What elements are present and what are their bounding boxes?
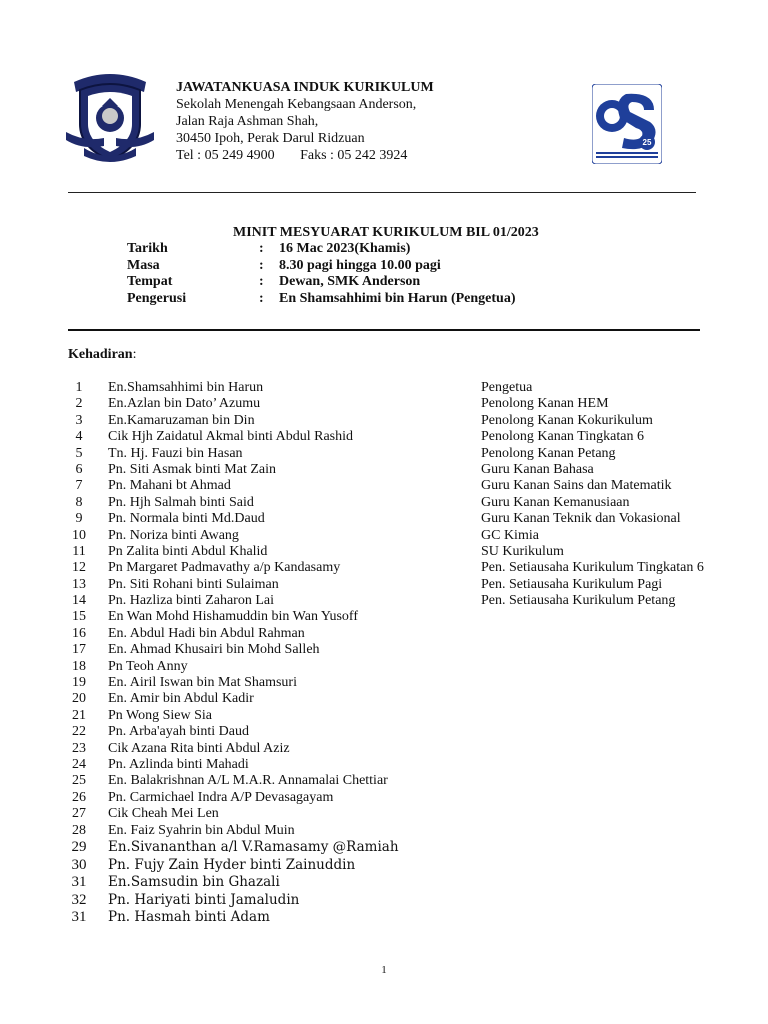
- attendee-name: En.Samsudin bin Ghazali: [108, 874, 280, 891]
- attendee-name: Cik Hjh Zaidatul Akmal binti Abdul Rashid: [108, 429, 353, 445]
- attendance-row: [68, 773, 708, 789]
- meta-value: 8.30 pagi hingga 10.00 pagi: [279, 257, 441, 273]
- attendance-row: [68, 790, 708, 806]
- attendee-role: Guru Kanan Teknik dan Vokasional: [481, 511, 681, 527]
- attendee-name: Pn Teoh Anny: [108, 658, 188, 674]
- attendee-name: En.Azlan bin Dato’ Azumu: [108, 396, 261, 412]
- attendee-role: Pengetua: [481, 380, 533, 395]
- attendee-number: 2: [75, 396, 83, 412]
- attendance-list: [68, 380, 708, 927]
- attendee-name: En. Ahmad Khusairi bin Mohd Salleh: [108, 642, 320, 658]
- meta-separator: :: [259, 274, 264, 289]
- attendee-role: Guru Kanan Bahasa: [481, 461, 594, 477]
- attendee-name: Pn. Hjh Salmah binti Said: [108, 494, 254, 510]
- attendance-row: [68, 874, 708, 892]
- attendee-number: 19: [72, 675, 86, 691]
- attendance-row: [68, 806, 708, 822]
- attendee-number: 9: [75, 511, 83, 527]
- attendee-number: 5: [75, 445, 83, 461]
- attendee-number: 12: [72, 560, 86, 576]
- meta-value: 16 Mac 2023(Khamis): [279, 241, 411, 256]
- attendee-role: Guru Kanan Kemanusiaan: [481, 494, 630, 510]
- attendee-number: 23: [72, 740, 86, 756]
- attendance-row: [68, 396, 708, 412]
- meta-value: Dewan, SMK Anderson: [279, 274, 421, 289]
- attendee-number: 21: [72, 707, 86, 723]
- header-divider: [68, 192, 696, 193]
- section-divider: [68, 329, 700, 331]
- attendee-name: En. Amir bin Abdul Kadir: [108, 691, 254, 707]
- attendee-number: 15: [72, 609, 86, 625]
- attendee-name: En.Sivananthan a/l V.Ramasamy @Ramiah: [108, 838, 399, 855]
- attendee-number: 10: [72, 527, 86, 543]
- organisation-header: [176, 79, 434, 164]
- attendee-name: Pn. Arba'ayah binti Daud: [108, 724, 249, 740]
- attendee-number: 13: [72, 576, 86, 592]
- svg-text:25: 25: [642, 138, 652, 147]
- attendance-row: [68, 609, 708, 625]
- attendee-role: Penolong Kanan Tingkatan 6: [481, 429, 644, 445]
- attendee-name: En Wan Mohd Hishamuddin bin Wan Yusoff: [108, 609, 358, 625]
- attendance-row: [68, 757, 708, 773]
- meta-label: Masa: [127, 257, 160, 273]
- attendance-row: [68, 528, 708, 544]
- attendee-role: Penolong Kanan Petang: [481, 445, 616, 461]
- attendance-row: [68, 857, 708, 875]
- attendance-heading: [68, 347, 136, 363]
- attendance-row: [68, 560, 708, 576]
- attendance-row: [68, 593, 708, 609]
- attendee-name: Pn. Hasmah binti Adam: [108, 909, 270, 926]
- attendee-number: 3: [75, 412, 83, 428]
- page-number: 1: [381, 964, 387, 976]
- attendance-row: [68, 495, 708, 511]
- address-line: Sekolah Menengah Kebangsaan Anderson,: [176, 97, 417, 112]
- attendee-name: Pn. Siti Rohani binti Sulaiman: [108, 576, 279, 592]
- meta-row-venue: [127, 274, 516, 291]
- attendee-name: En. Abdul Hadi bin Abdul Rahman: [108, 625, 305, 641]
- attendance-row: [68, 823, 708, 839]
- attendee-name: Pn. Hariyati binti Jamaludin: [108, 891, 300, 908]
- attendee-role: Pen. Setiausaha Kurikulum Petang: [481, 593, 676, 609]
- attendee-name: En.Shamsahhimi bin Harun: [108, 380, 264, 395]
- attendee-number: 25: [72, 773, 86, 789]
- attendee-name: Pn Margaret Padmavathy a/p Kandasamy: [108, 560, 341, 576]
- attendance-row: [68, 478, 708, 494]
- attendance-row: [68, 413, 708, 429]
- meta-separator: :: [259, 241, 264, 256]
- attendance-row: [68, 659, 708, 675]
- attendee-number: 11: [72, 543, 86, 559]
- attendee-name: Tn. Hj. Fauzi bin Hasan: [108, 445, 243, 461]
- meta-value: En Shamsahhimi bin Harun (Pengetua): [279, 290, 516, 306]
- attendee-name: En. Faiz Syahrin bin Abdul Muin: [108, 822, 295, 838]
- attendance-row: [68, 909, 708, 927]
- committee-title: JAWATANKUASA INDUK KURIKULUM: [176, 80, 434, 95]
- attendee-number: 14: [72, 593, 86, 609]
- attendance-row: [68, 708, 708, 724]
- attendance-row: [68, 429, 708, 445]
- attendance-heading-label: Kehadiran: [68, 347, 133, 362]
- attendee-number: 6: [75, 461, 83, 477]
- meta-separator: :: [259, 257, 264, 273]
- attendance-row: [68, 511, 708, 527]
- attendee-number: 8: [75, 494, 83, 510]
- attendee-number: 20: [72, 691, 86, 707]
- attendee-role: SU Kurikulum: [481, 543, 564, 559]
- meta-row-time: [127, 258, 516, 275]
- attendee-name: Pn. Azlinda binti Mahadi: [108, 756, 249, 772]
- attendance-heading-colon: :: [132, 347, 137, 362]
- meta-row-date: [127, 241, 516, 258]
- attendee-name: En. Balakrishnan A/L M.A.R. Annamalai Chettiar: [108, 773, 388, 789]
- attendance-row: [68, 691, 708, 707]
- attendee-role: Penolong Kanan Kokurikulum: [481, 412, 653, 428]
- attendee-name: Cik Azana Rita binti Abdul Aziz: [108, 740, 290, 756]
- attendee-number: 31: [71, 909, 87, 926]
- meta-label: Tarikh: [127, 241, 168, 256]
- attendance-row: [68, 675, 708, 691]
- attendance-row: [68, 839, 708, 857]
- attendee-number: 1: [75, 380, 83, 395]
- attendee-role: Pen. Setiausaha Kurikulum Pagi: [481, 576, 663, 592]
- meta-separator: :: [259, 290, 264, 306]
- contact-line: [176, 147, 434, 164]
- attendee-number: 29: [71, 838, 87, 855]
- attendee-number: 26: [72, 789, 86, 805]
- attendee-number: 4: [75, 429, 83, 445]
- attendee-number: 7: [75, 478, 83, 494]
- attendee-number: 31: [71, 874, 87, 891]
- attendee-number: 32: [71, 891, 87, 908]
- school-crest-logo: [64, 68, 156, 164]
- attendance-row: [68, 642, 708, 658]
- attendee-role: Pen. Setiausaha Kurikulum Tingkatan 6: [481, 560, 704, 576]
- attendee-name: Cik Cheah Mei Len: [108, 806, 219, 822]
- attendee-number: 28: [72, 822, 86, 838]
- attendance-row: [68, 446, 708, 462]
- fax: Faks : 05 242 3924: [300, 148, 408, 163]
- attendee-number: 27: [72, 806, 86, 822]
- attendee-role: Guru Kanan Sains dan Matematik: [481, 478, 672, 494]
- attendee-number: 18: [72, 658, 86, 674]
- attendee-name: Pn Zalita binti Abdul Khalid: [108, 543, 268, 559]
- meta-label: Tempat: [127, 274, 173, 289]
- attendee-name: Pn. Mahani bt Ahmad: [108, 478, 231, 494]
- attendee-name: Pn. Noriza binti Awang: [108, 527, 239, 543]
- attendee-name: Pn. Hazliza binti Zaharon Lai: [108, 593, 274, 609]
- attendee-number: 22: [72, 724, 86, 740]
- attendance-row: [68, 892, 708, 910]
- meta-label: Pengerusi: [127, 290, 187, 306]
- minutes-title: MINIT MESYUARAT KURIKULUM BIL 01/2023: [233, 225, 539, 240]
- attendee-name: Pn. Carmichael Indra A/P Devasagayam: [108, 789, 334, 805]
- attendee-name: Pn. Siti Asmak binti Mat Zain: [108, 461, 277, 477]
- attendee-name: En. Airil Iswan bin Mat Shamsuri: [108, 675, 297, 691]
- attendance-row: [68, 577, 708, 593]
- address-line: 30450 Ipoh, Perak Darul Ridzuan: [176, 131, 365, 146]
- telephone: Tel : 05 249 4900: [176, 148, 275, 163]
- attendee-number: 24: [72, 756, 86, 772]
- meeting-details: [127, 241, 516, 307]
- attendee-number: 16: [72, 625, 86, 641]
- attendee-number: 30: [71, 856, 87, 873]
- attendee-name: Pn. Normala binti Md.Daud: [108, 511, 265, 527]
- attendance-row: [68, 741, 708, 757]
- attendance-row: [68, 626, 708, 642]
- attendance-row: [68, 544, 708, 560]
- attendance-row: [68, 380, 708, 396]
- attendee-name: Pn. Fujy Zain Hyder binti Zainuddin: [108, 856, 356, 873]
- attendance-row: [68, 462, 708, 478]
- attendee-name: Pn Wong Siew Sia: [108, 707, 213, 723]
- anniversary-logo: [592, 84, 662, 164]
- meta-row-chair: [127, 291, 516, 308]
- attendee-role: GC Kimia: [481, 527, 539, 543]
- attendee-role: Penolong Kanan HEM: [481, 396, 609, 412]
- attendee-number: 17: [72, 642, 86, 658]
- attendance-row: [68, 724, 708, 740]
- address-line: Jalan Raja Ashman Shah,: [176, 114, 319, 129]
- attendee-name: En.Kamaruzaman bin Din: [108, 412, 255, 428]
